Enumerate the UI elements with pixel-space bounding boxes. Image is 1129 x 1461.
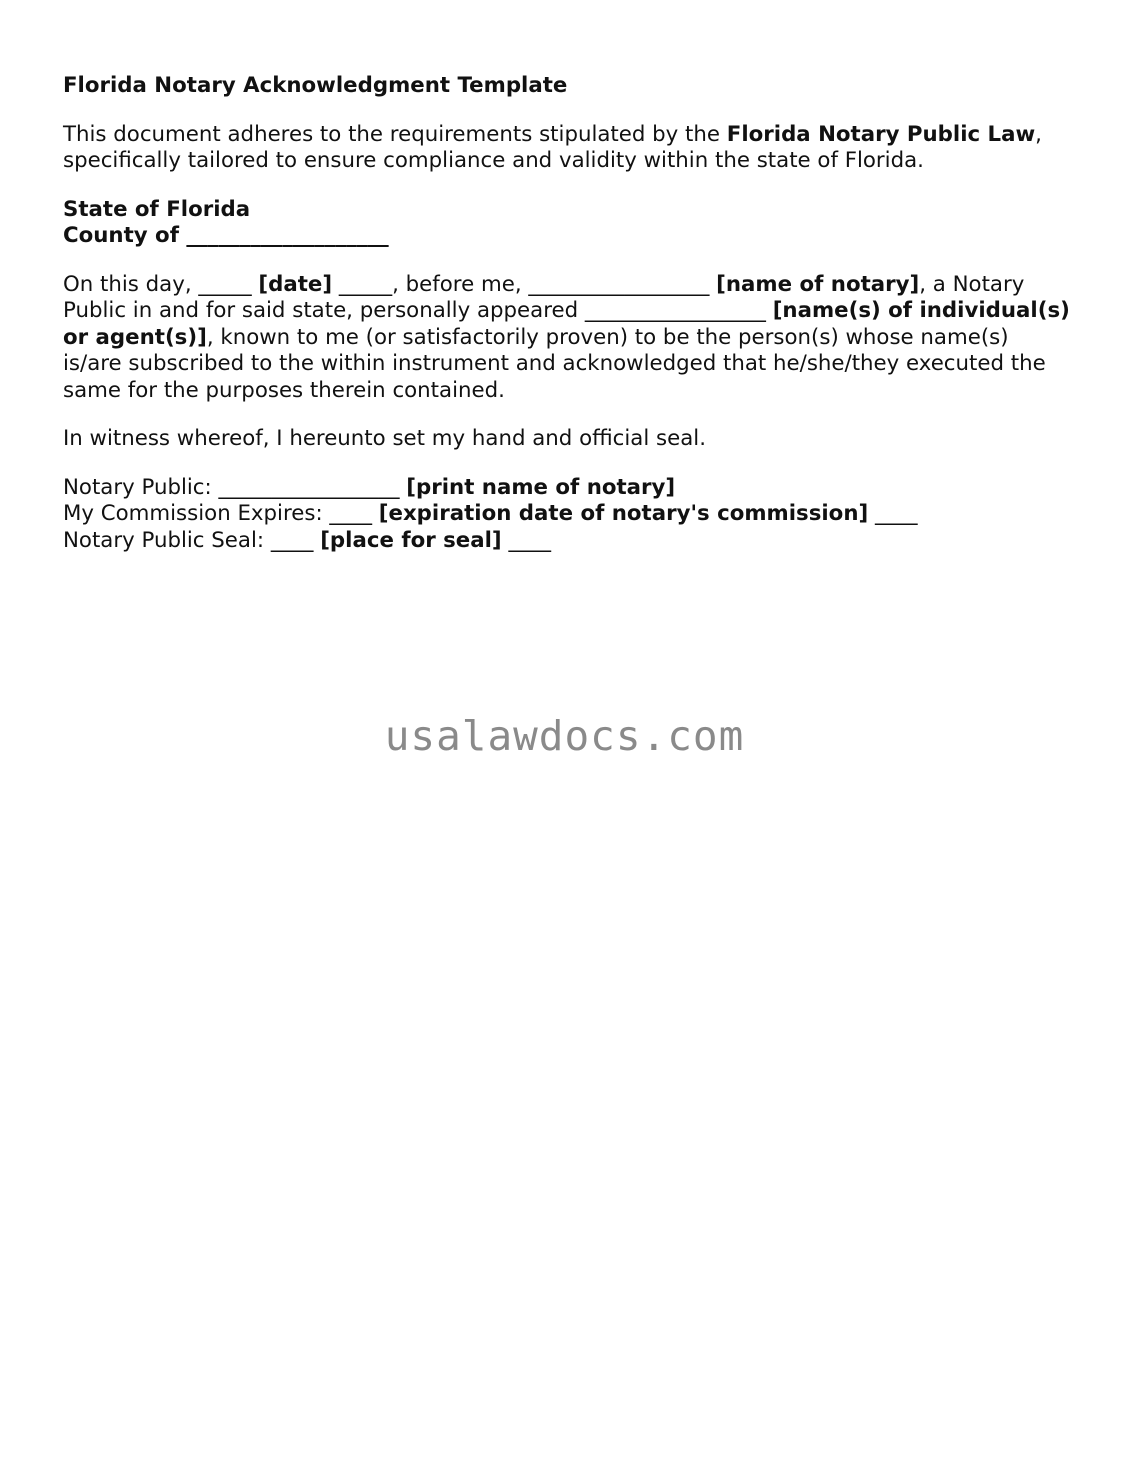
notary-public-line (63, 475, 1073, 502)
date-placeholder: [date] (258, 271, 333, 297)
ack-text-2: _____, before me, _________________ (332, 271, 717, 297)
ack-text-4: , known to me (or satisfactorily proven) to be the person(s) whose name(s) is/are subscribed to the within instrument and acknowledged that he/she/they executed the same for the purposes therein contained. (63, 324, 1046, 403)
document-page (63, 73, 1073, 554)
seal-line (63, 528, 1073, 555)
intro-text-1: This document adheres to the requirements stipulated by the (63, 121, 727, 147)
county-line: County of ___________________ (63, 223, 389, 248)
notary-public-label: Notary Public: _________________ (63, 474, 407, 500)
commission-line (63, 501, 1073, 528)
expiration-placeholder: [expiration date of notary's commission] (378, 501, 869, 526)
ack-text-1: On this day, _____ (63, 271, 259, 297)
acknowledgment-paragraph (63, 272, 1073, 405)
commission-label: My Commission Expires: ____ (63, 501, 379, 526)
watermark: usalawdocs.com (384, 712, 745, 760)
document-title: Florida Notary Acknowledgment Template (63, 73, 568, 98)
individual-name-placeholder: [name(s) of individual(s) or agent(s)] (63, 298, 1070, 350)
venue-block (63, 197, 1073, 250)
seal-label: Notary Public Seal: ____ (63, 527, 321, 553)
ack-text-3: , a Notary Public in and for said state, personally appeared _________________ (63, 271, 1025, 323)
seal-placeholder: [place for seal] (320, 527, 502, 553)
print-name-placeholder: [print name of notary] (406, 474, 676, 500)
state-line: State of Florida (63, 196, 251, 222)
intro-law-name: Florida Notary Public Law (726, 121, 1036, 147)
intro-paragraph (63, 122, 1073, 175)
witness-statement: In witness whereof, I hereunto set my hand and official seal. (63, 426, 706, 451)
commission-tail: ____ (868, 501, 918, 526)
signature-block (63, 475, 1073, 555)
intro-text-2: , specifically tailored to ensure compliance and validity within the state of Florida. (63, 121, 1042, 173)
notary-name-placeholder: [name of notary] (716, 271, 920, 297)
seal-tail: ____ (501, 527, 552, 553)
